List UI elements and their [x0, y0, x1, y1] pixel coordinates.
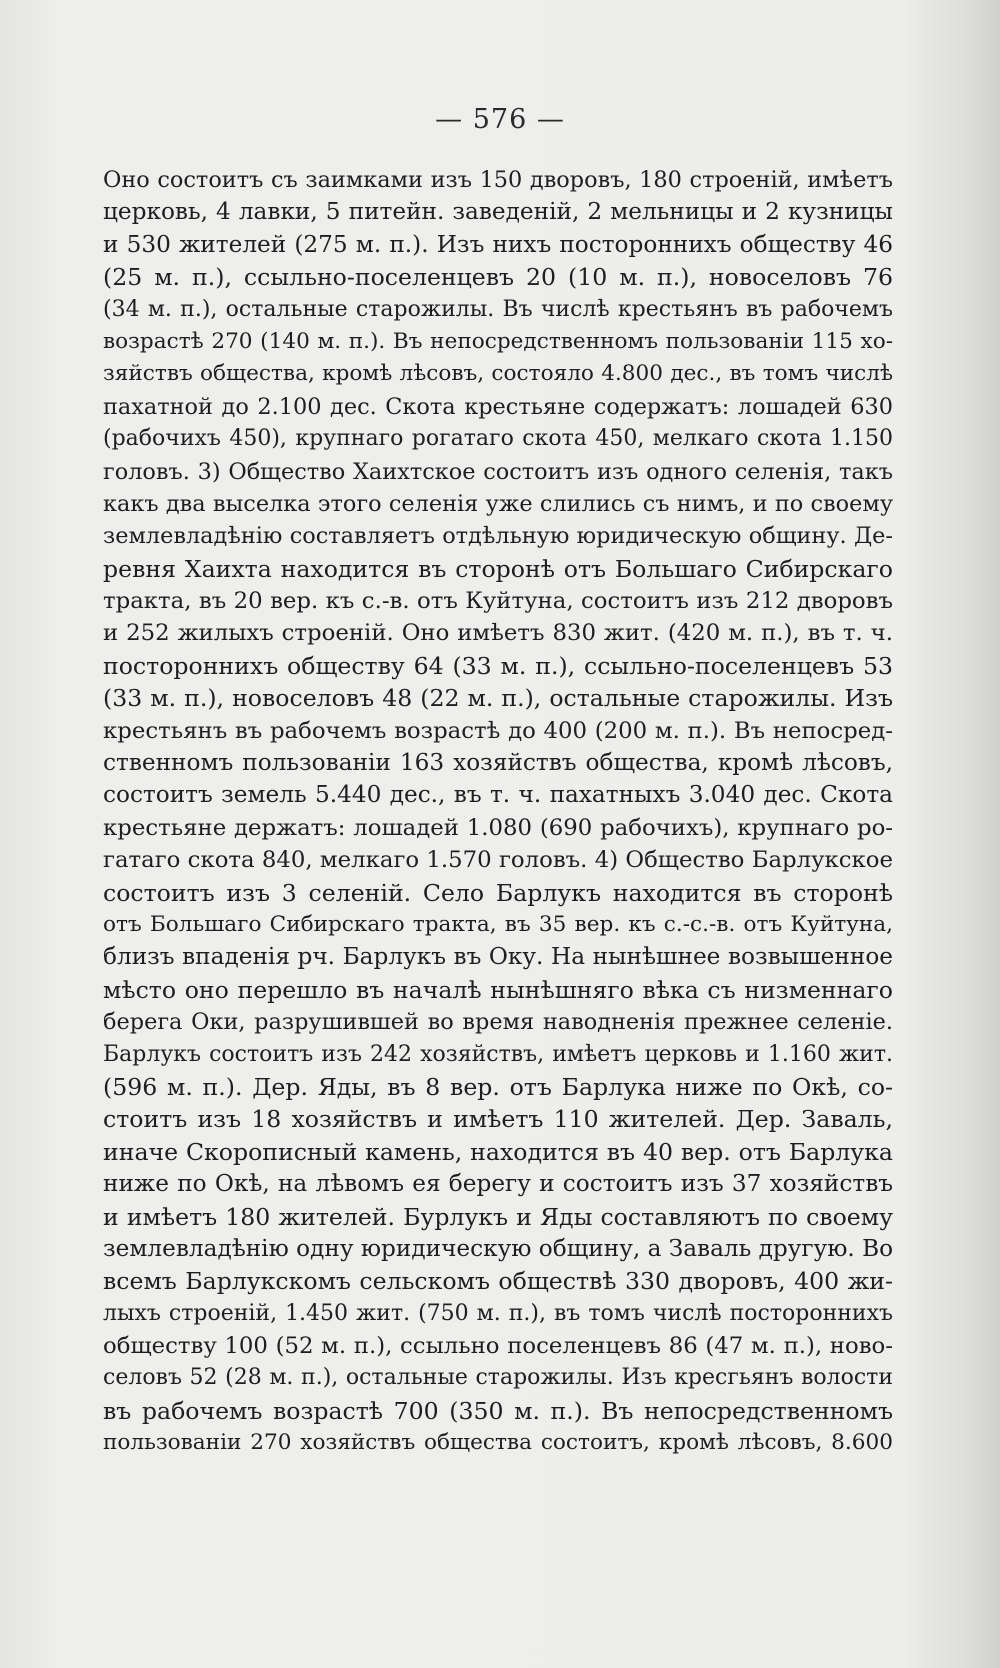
text-line: крестьянъ въ рабочемъ возрастѣ до 400 (200 м. п.). Въ непосред- — [103, 717, 893, 744]
body-text — [103, 164, 893, 1460]
text-line: крестьяне держатъ: лошадей 1.080 (690 рабочихъ), крупнаго ро- — [103, 814, 893, 841]
text-line: мѣсто оно перешло въ началѣ нынѣшняго вѣка съ низменнаго — [103, 975, 893, 1004]
text-line: гатаго скота 840, мелкаго 1.570 головъ. 4) Общество Барлукское — [103, 847, 893, 874]
text-line: (33 м. п.), новоселовъ 48 (22 м. п.), остальные старожилы. Изъ — [103, 684, 893, 713]
text-line: (34 м. п.), остальные старожилы. Въ числѣ крестьянъ въ рабочемъ — [103, 296, 893, 322]
text-line: ниже по Окѣ, на лѣвомъ ея берегу и состоитъ изъ 37 хозяйствъ — [103, 1170, 893, 1198]
text-line: землевладѣнію составляетъ отдѣльную юридическую общину. Де- — [103, 523, 893, 550]
text-line: обществу 100 (52 м. п.), ссыльно поселенцевъ 86 (47 м. п.), ново- — [103, 1333, 893, 1360]
text-line: тракта, въ 20 вер. къ с.-в. отъ Куйтуна, состоитъ изъ 212 дворовъ — [103, 588, 893, 615]
text-line: близъ впаденія рч. Барлукъ въ Оку. На нынѣшнее возвышенное — [103, 943, 893, 971]
text-line: какъ два выселка этого селенія уже слились съ нимъ, и по своему — [103, 490, 893, 517]
text-line: (596 м. п.). Дер. Яды, въ 8 вер. отъ Барлука ниже по Окѣ, со- — [103, 1072, 893, 1101]
text-line: землевладѣнію одну юридическую общину, а Заваль другую. Во — [103, 1234, 893, 1262]
text-line: состоитъ земель 5.440 дес., въ т. ч. пахатныхъ 3.040 дес. Скота — [103, 781, 893, 809]
text-line: постороннихъ обществу 64 (33 м. п.), ссыльно-поселенцевъ 53 — [103, 651, 893, 680]
text-line: селовъ 52 (28 м. п.), остальные старожилы. Изъ кресгьянъ волости — [103, 1365, 893, 1391]
text-line: и имѣетъ 180 жителей. Бурлукъ и Яды составляютъ по своему — [103, 1202, 893, 1231]
text-line: всемъ Барлукскомъ сельскомъ обществѣ 330 дворовъ, 400 жи- — [103, 1267, 893, 1296]
text-line: ственномъ пользованіи 163 хозяйствъ общества, кромѣ лѣсовъ, — [103, 749, 893, 777]
text-line: возрастѣ 270 (140 м. п.). Въ непосредственномъ пользованіи 115 хо- — [103, 328, 893, 354]
text-line: лыхъ строеній, 1.450 жит. (750 м. п.), въ томъ числѣ постороннихъ — [103, 1300, 893, 1326]
page-number: — 576 — — [435, 104, 565, 135]
text-line: и 252 жилыхъ строеній. Оно имѣетъ 830 жит. (420 м. п.), въ т. ч. — [103, 620, 893, 647]
text-line: въ рабочемъ возрастѣ 700 (350 м. п.). Въ непосредственномъ — [103, 1396, 893, 1425]
text-line: пахатной до 2.100 дес. Скота крестьяне содержатъ: лошадей 630 — [103, 393, 893, 420]
text-line: и 530 жителей (275 м. п.). Изъ нихъ постороннихъ обществу 46 — [103, 230, 893, 258]
text-line: (рабочихъ 450), крупнаго рогатаго скота 450, мелкаго скота 1.150 — [103, 426, 893, 452]
text-line: ревня Хаихта находится въ сторонѣ отъ Большаго Сибирскаго — [103, 554, 893, 583]
text-line: Барлукъ состоитъ изъ 242 хозяйствъ, имѣетъ церковь и 1.160 жит. — [103, 1041, 893, 1067]
text-line: иначе Скорописный камень, находится въ 40 вер. отъ Барлука — [103, 1137, 893, 1166]
text-line: (25 м. п.), ссыльно-поселенцевъ 20 (10 м. п.), новоселовъ 76 — [103, 263, 893, 292]
text-line: церковь, 4 лавки, 5 питейн. заведеній, 2 мельницы и 2 кузницы — [103, 198, 893, 226]
text-line: головъ. 3) Общество Хаихтское состоитъ изъ одного селенія, такъ — [103, 458, 893, 485]
text-line: зяйствъ общества, кромѣ лѣсовъ, состояло 4.800 дес., въ томъ числѣ — [103, 361, 893, 387]
text-line: отъ Большаго Сибирскаго тракта, въ 35 вер. къ с.-с.-в. отъ Куйтуна, — [103, 911, 893, 937]
text-line: состоитъ изъ 3 селеній. Село Барлукъ находится въ сторонѣ — [103, 878, 893, 907]
text-line: берега Оки, разрушившей во время наводненія прежнее селеніе. — [103, 1009, 893, 1036]
text-line: Оно состоитъ съ заимками изъ 150 дворовъ, 180 строеній, имѣетъ — [103, 167, 893, 193]
text-line: пользованіи 270 хозяйствъ общества состоитъ, кромѣ лѣсовъ, 8.600 — [103, 1430, 893, 1456]
text-line: стоитъ изъ 18 хозяйствъ и имѣетъ 110 жителей. Дер. Заваль, — [103, 1105, 893, 1134]
